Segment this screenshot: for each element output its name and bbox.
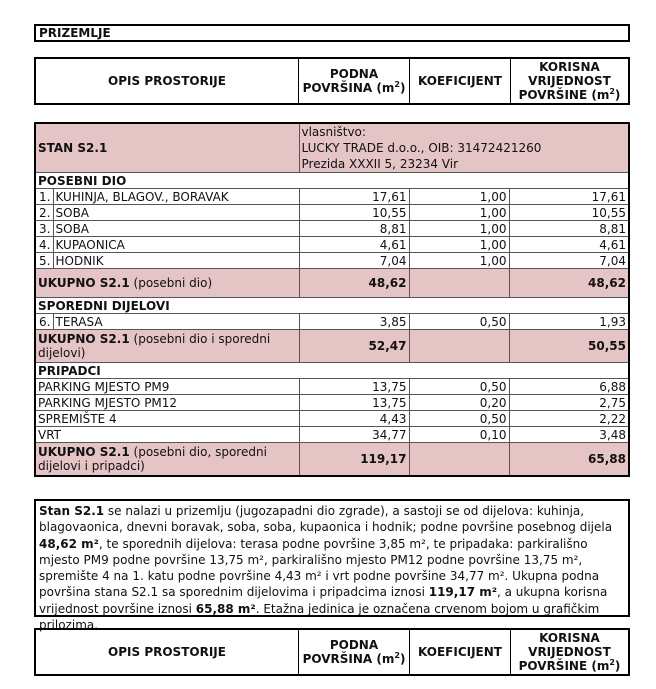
useful-value: 2,75 [509, 395, 629, 411]
coefficient: 1,00 [409, 221, 509, 237]
row-index: 2. [35, 205, 53, 221]
useful-value: 4,61 [509, 237, 629, 253]
table-row [35, 237, 629, 253]
table-row [35, 221, 629, 237]
table-row [35, 189, 629, 205]
total-area: 119,17 [299, 443, 409, 477]
total-label: UKUPNO S2.1 (posebni dio i sporedni dijelovi) [35, 330, 299, 363]
coefficient: 1,00 [409, 205, 509, 221]
room-name: KUHINJA, BLAGOV., BORAVAK [53, 189, 299, 205]
header-coefficient: KOEFICIJENT [410, 630, 511, 674]
room-name: HODNIK [53, 253, 299, 269]
floor-area: 7,04 [299, 253, 409, 269]
floor-area: 3,85 [299, 314, 409, 330]
useful-value: 2,22 [509, 411, 629, 427]
useful-value: 1,93 [509, 314, 629, 330]
row-index: 4. [35, 237, 53, 253]
useful-value: 7,04 [509, 253, 629, 269]
floor-area: 17,61 [299, 189, 409, 205]
useful-value: 6,88 [509, 379, 629, 395]
room-name: PARKING MJESTO PM9 [35, 379, 299, 395]
coefficient: 0,50 [409, 411, 509, 427]
coefficient: 0,20 [409, 395, 509, 411]
coefficient: 1,00 [409, 189, 509, 205]
table-row [35, 314, 629, 330]
room-name: TERASA [53, 314, 299, 330]
header-floor-area: PODNA POVRŠINA $(m^2)$ [299, 59, 410, 103]
total-row [35, 269, 629, 298]
total-useful: 50,55 [509, 330, 629, 363]
header-description: OPIS PROSTORIJE [36, 630, 299, 674]
unit-owner: vlasništvo: LUCKY TRADE d.o.o., OIB: 31472421260 Prezida XXXII 5, 23234 Vir [299, 123, 629, 173]
floor-area: 13,75 [299, 395, 409, 411]
room-name: KUPAONICA [53, 237, 299, 253]
useful-value: 10,55 [509, 205, 629, 221]
row-index: 1. [35, 189, 53, 205]
table-row [35, 253, 629, 269]
header-useful-value: KORISNA VRIJEDNOST POVRŠINE $(m^2)$ [518, 60, 621, 102]
table-row [35, 395, 629, 411]
room-name: PARKING MJESTO PM12 [35, 395, 299, 411]
coefficient: 0,50 [409, 314, 509, 330]
total-useful: 48,62 [509, 269, 629, 298]
table-row [35, 427, 629, 443]
useful-value: 8,81 [509, 221, 629, 237]
row-index: 6. [35, 314, 53, 330]
room-name: SOBA [53, 205, 299, 221]
coefficient: 1,00 [409, 237, 509, 253]
floor-area: 34,77 [299, 427, 409, 443]
table-row [35, 379, 629, 395]
useful-value: 3,48 [509, 427, 629, 443]
floor-area: 8,81 [299, 221, 409, 237]
table-header [34, 57, 630, 105]
coefficient: 0,10 [409, 427, 509, 443]
useful-value: 17,61 [509, 189, 629, 205]
header-floor-area: PODNA POVRŠINA $(m^2)$ [299, 630, 410, 674]
total-row [35, 443, 629, 477]
description-paragraph: Stan S2.1 se nalazi u prizemlju (jugozapadni dio zgrade), a sastoji se od dijelova: kuhinja, blagovaonica, dnevni boravak, soba, soba, kupaonica i hodnik; podne površine posebnog dijela 48,62 m², te sporednih dijelova: terasa podne površine 3,85 m², te pripadaka: parkirališno mjesto PM9 podne površine 13,75 m², parkirališno mjesto PM12 podne površine 13,75 m², spremište 4 na 1. katu podne površine 4,43 m² i vrt podne površine 34,77 m². Ukupna podna površina stana S2.1 sa sporednim dijelovima i pripadcima iznosi 119,17 m², a ukupna korisna vrijednost površine iznosi 65,88 m². Etažna jedinica je označena crvenom bojom u grafičkim prilozima. [34, 499, 630, 617]
floor-area: 4,43 [299, 411, 409, 427]
table-row [35, 411, 629, 427]
unit-name: STAN S2.1 [35, 123, 299, 173]
floor-area: 13,75 [299, 379, 409, 395]
section-header: SPOREDNI DIJELOVI [35, 298, 629, 314]
coefficient: 0,50 [409, 379, 509, 395]
section-header: PRIPADCI [35, 363, 629, 379]
room-name: SPREMIŠTE 4 [35, 411, 299, 427]
total-label: UKUPNO S2.1 (posebni dio) [35, 269, 299, 298]
header-useful-value: KORISNA VRIJEDNOST POVRŠINE $(m^2)$ [518, 631, 621, 673]
unit-row [35, 123, 629, 173]
floor-label: PRIZEMLJE [34, 24, 630, 42]
header-coefficient: KOEFICIJENT [410, 59, 511, 103]
floor-area: 10,55 [299, 205, 409, 221]
header-description: OPIS PROSTORIJE [36, 59, 299, 103]
row-index: 3. [35, 221, 53, 237]
coefficient: 1,00 [409, 253, 509, 269]
total-area: 52,47 [299, 330, 409, 363]
floor-area: 4,61 [299, 237, 409, 253]
apartment-table [34, 122, 630, 477]
section-header: POSEBNI DIO [35, 173, 629, 189]
total-row [35, 330, 629, 363]
room-name: VRT [35, 427, 299, 443]
table-row [35, 205, 629, 221]
row-index: 5. [35, 253, 53, 269]
total-useful: 65,88 [509, 443, 629, 477]
room-name: SOBA [53, 221, 299, 237]
total-label: UKUPNO S2.1 (posebni dio, sporedni dijelovi i pripadci) [35, 443, 299, 477]
total-area: 48,62 [299, 269, 409, 298]
table-header-repeat [34, 628, 630, 676]
